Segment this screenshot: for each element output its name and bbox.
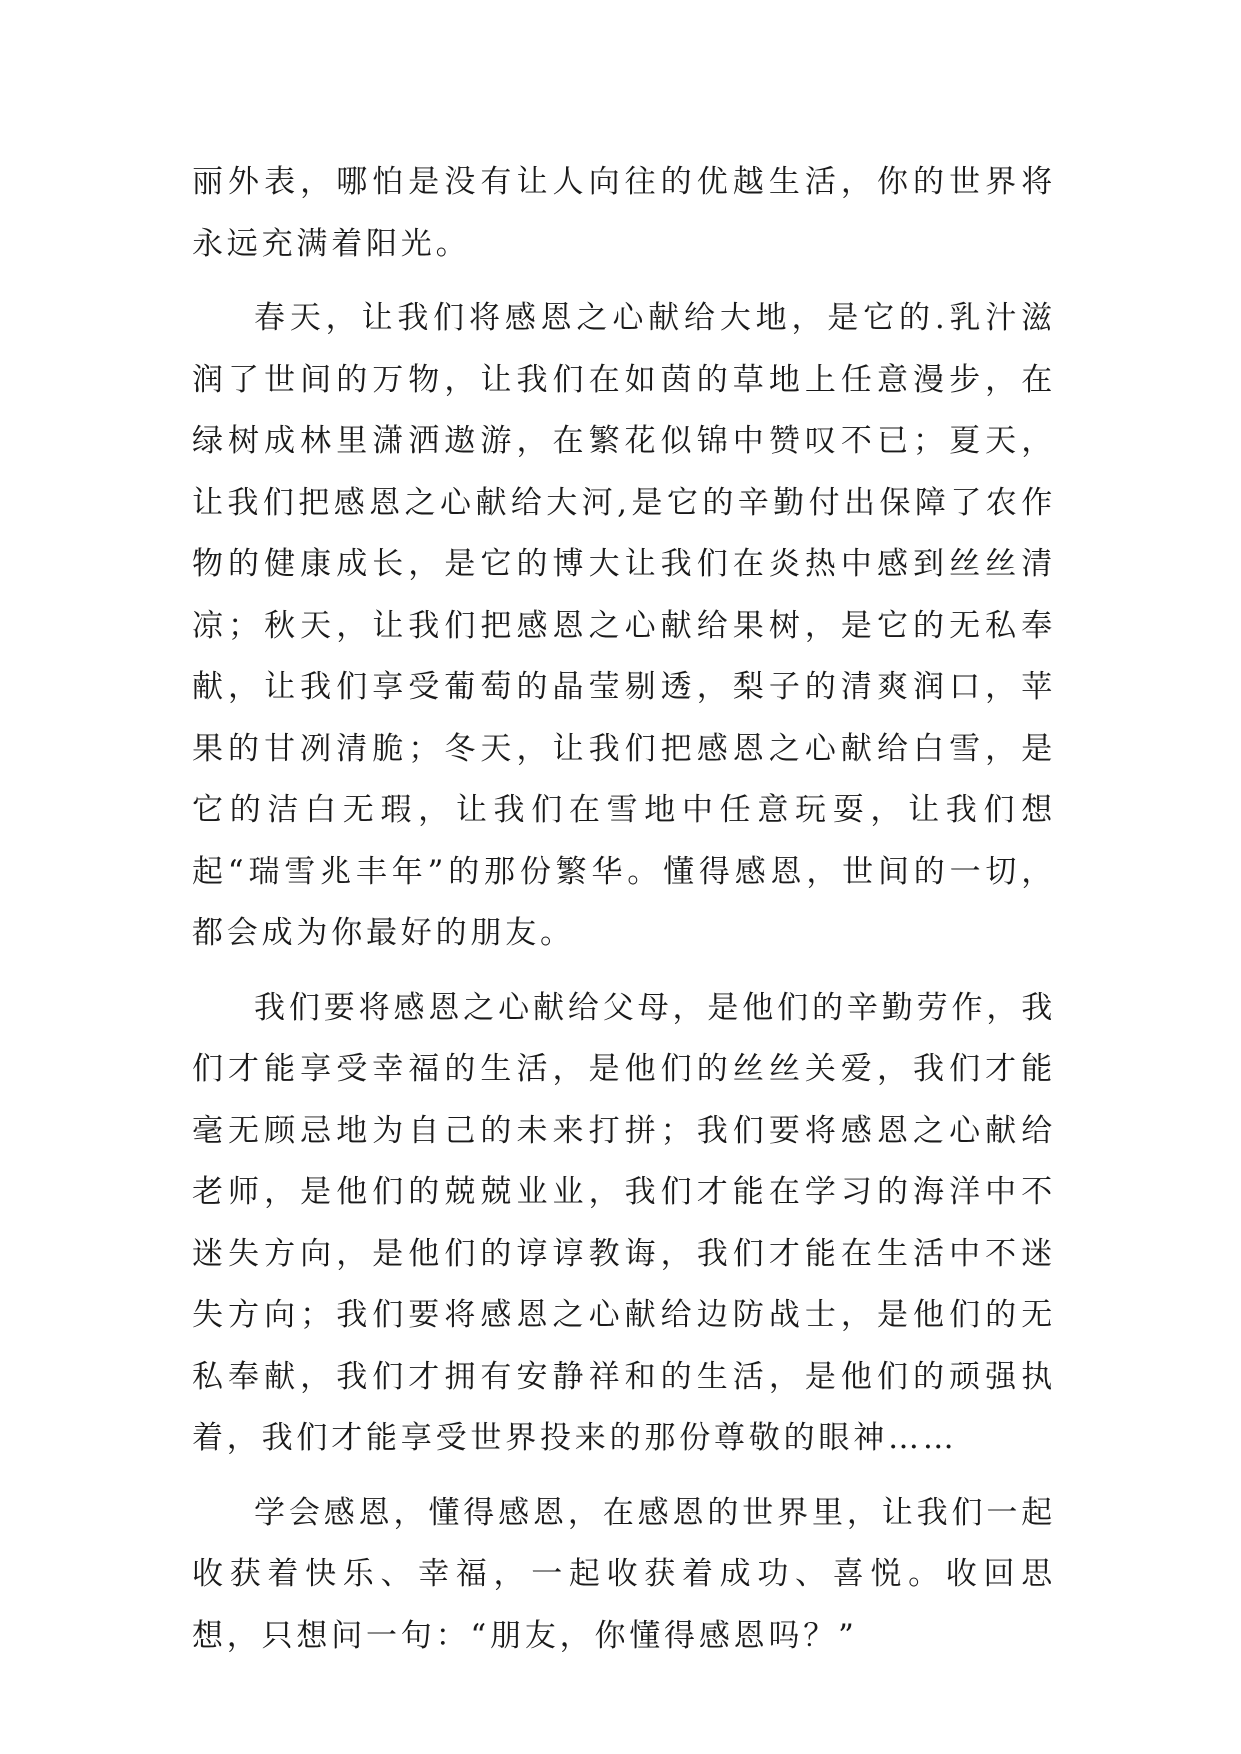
paragraph-continuation: 丽外表，哪怕是没有让人向往的优越生活，你的世界将永远充满着阳光。 — [192, 164, 1056, 262]
paragraph-people: 我们要将感恩之心献给父母，是他们的辛勤劳作，我们才能享受幸福的生活，是他们的丝丝关爱，我们才能毫无顾忌地为自己的未来打拼；我们要将感恩之心献给老师，是他们的兢兢业业，我们才能在学习的海洋中不迷失方向，是他们的谆谆教诲，我们才能在生活中不迷失方向；我们要将感恩之心献给边防战士，是他们的无私奉献，我们才拥有安静祥和的生活，是他们的顽强执着，我们才能享受世界投来的那份尊敬的眼神…… — [192, 989, 1056, 1456]
article-body — [192, 152, 1056, 1680]
paragraph-seasons: 春天，让我们将感恩之心献给大地，是它的.乳汁滋润了世间的万物，让我们在如茵的草地上任意漫步，在绿树成林里潇洒遨游，在繁花似锦中赞叹不已；夏天，让我们把感恩之心献给大河,是它的辛勤付出保障了农作物的健康成长，是它的博大让我们在炎热中感到丝丝清凉；秋天，让我们把感恩之心献给果树，是它的无私奉献，让我们享受葡萄的晶莹剔透，梨子的清爽润口，苹果的甘冽清脆；冬天，让我们把感恩之心献给白雪，是它的洁白无瑕，让我们在雪地中任意玩耍，让我们想起“瑞雪兆丰年”的那份繁华。懂得感恩，世间的一切，都会成为你最好的朋友。 — [192, 300, 1056, 951]
paragraph-conclusion: 学会感恩，懂得感恩，在感恩的世界里，让我们一起收获着快乐、幸福，一起收获着成功、喜悦。收回思想，只想问一句：“朋友，你懂得感恩吗？” — [192, 1494, 1056, 1654]
